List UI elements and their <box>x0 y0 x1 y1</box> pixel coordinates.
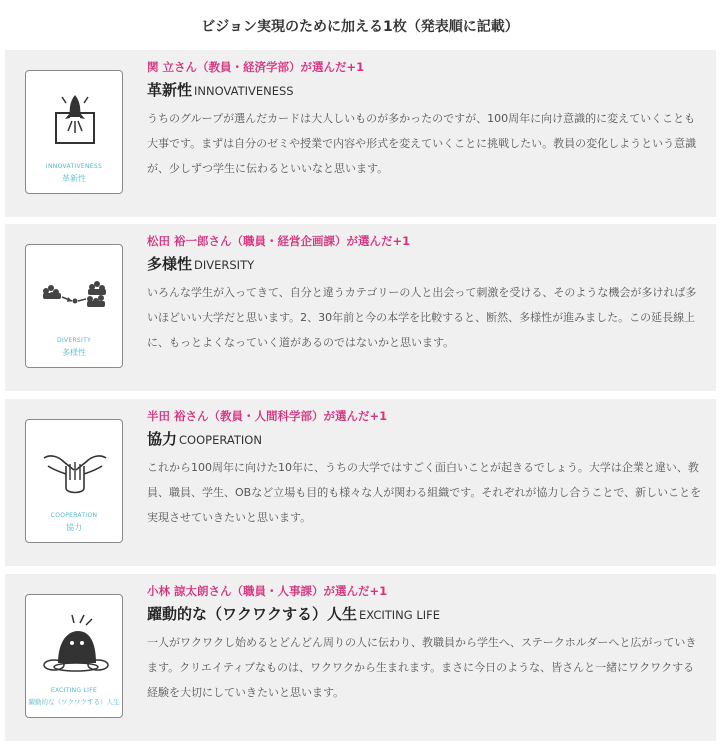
selector-line: 関 立さん（教員・経済学部）が選んだ+1 <box>147 60 365 74</box>
crowd-icon <box>40 261 110 331</box>
hands-icon <box>40 436 110 506</box>
card-innovativeness <box>5 50 716 217</box>
thumbnail-label-jp: 多様性 <box>62 348 86 357</box>
card-title <box>147 603 440 624</box>
card-title-jp: 多様性 <box>147 255 193 273</box>
card-body: 一人がワクワクし始めるとどんどん周りの人に伝わり、教職員から学生へ、ステークホルダーへと広がっていきます。クリエイティブなものは、ワクワクから生まれます。まさに今日のような、皆さんと一緒にワクワクする経験を大切にしていきたいと思います。 <box>147 636 697 699</box>
card-title-jp: 躍動的な（ワクワクする）人生 <box>147 605 358 623</box>
card-title-en: EXCITING LIFE <box>359 608 441 622</box>
thumbnail-label-jp: 協力 <box>66 523 82 532</box>
card-body: これから100周年に向けた10年に、うちの大学ではすごく面白いことが起きるでしょう。大学は企業と違い、教員、職員、学生、OBなど立場も目的も様々な人が関わる組織です。それぞれが協力し合うことで、新しいことを実現させていきたいと思います。 <box>147 461 702 524</box>
card-thumbnail <box>25 419 123 543</box>
thumbnail-label-en: DIVERSITY <box>56 337 92 344</box>
card-exciting-life <box>5 574 716 741</box>
rocket-icon <box>40 87 110 157</box>
card-title-en: COOPERATION <box>179 433 262 447</box>
card-thumbnail <box>25 594 123 718</box>
thumbnail-label-jp: 革新性 <box>62 174 86 183</box>
card-title-jp: 協力 <box>147 430 178 448</box>
mole-icon <box>40 611 110 681</box>
card-diversity <box>5 224 716 391</box>
selector-line: 小林 諒太朗さん（職員・人事課）が選んだ+1 <box>147 584 388 598</box>
card-title-en: DIVERSITY <box>194 258 255 272</box>
card-thumbnail <box>25 244 123 368</box>
card-title <box>147 79 294 100</box>
page-heading: ビジョン実現のために加える1枚（発表順に記載） <box>201 19 519 35</box>
thumbnail-label-en: EXCITING LIFE <box>50 687 98 694</box>
thumbnail-label-jp: 躍動的な（ワクワクする）人生 <box>28 698 120 706</box>
card-thumbnail <box>25 70 123 194</box>
selector-line: 半田 裕さん（教員・人間科学部）が選んだ+1 <box>147 409 388 423</box>
card-title <box>147 253 254 274</box>
card-cooperation <box>5 399 716 566</box>
card-title-jp: 革新性 <box>147 81 193 99</box>
card-title <box>147 428 262 449</box>
card-title-en: INNOVATIVENESS <box>194 84 294 98</box>
card-body: いろんな学生が入ってきて、自分と違うカテゴリーの人と出会って刺激を受ける、そのような機会が多ければ多いほどいい大学だと思います。2、30年前と今の本学を比較すると、断然、多様性が進みました。この延長線上に、もっとよくなっていく道があるのではないかと思います。 <box>147 286 697 349</box>
card-body: うちのグループが選んだカードは大人しいものが多かったのですが、100周年に向け意識的に変えていくことも大事です。まずは自分のゼミや授業で内容や形式を変えていくことに挑戦したい。教員の変化しようという意識が、少しずつ学生に伝わるといいなと思います。 <box>147 112 697 175</box>
selector-line: 松田 裕一郎さん（職員・経営企画課）が選んだ+1 <box>147 234 411 248</box>
thumbnail-label-en: COOPERATION <box>50 512 98 519</box>
thumbnail-label-en: INNOVATIVENESS <box>45 163 103 170</box>
